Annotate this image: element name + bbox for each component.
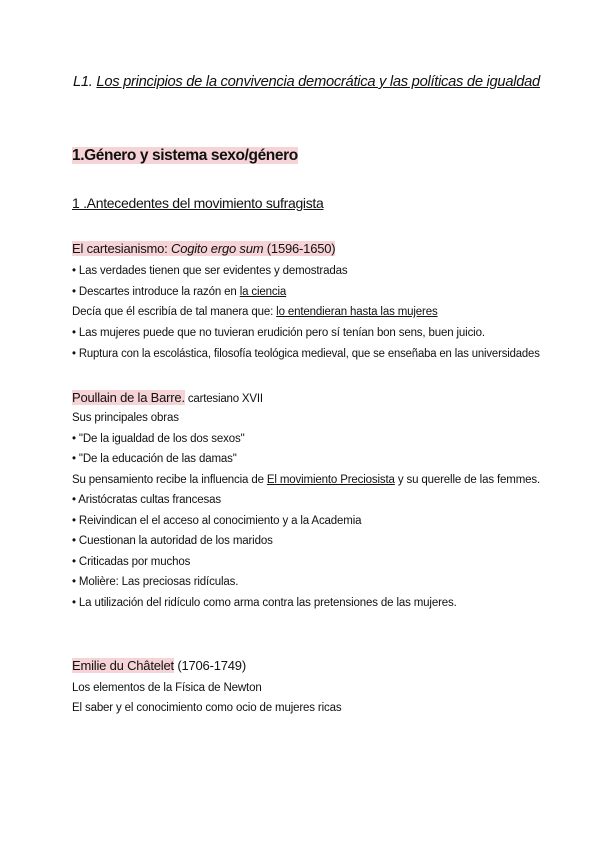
heading-2 [72,195,324,211]
sec3-heading: Emilie du Châtelet [72,658,174,673]
paragraph-text: Su pensamiento recibe la influencia de [72,474,267,486]
document-title [73,73,540,90]
list-item: • La utilización del ridículo como arma contra las pretensiones de las mujeres. [72,597,457,609]
paragraph-underlined: lo entendieran hasta las mujeres [276,306,438,318]
list-item-text: • Descartes introduce la razón en [72,286,240,298]
paragraph-line: Los elementos de la Física de Newton [72,682,262,694]
paragraph-line: El saber y el conocimiento como ocio de mujeres ricas [72,702,342,714]
heading-1-text: 1.Género y sistema sexo/género [72,147,298,164]
sec2-heading-tail: cartesiano XVII [184,393,263,405]
paragraph-line: Sus principales obras [72,412,179,424]
paragraph-text-tail: y su querelle de las femmes. [394,474,541,486]
section-heading-chatelet [72,658,246,673]
list-item: • Las verdades tienen que ser evidentes y demostradas [72,265,348,277]
paragraph-underlined: El movimiento Preciosista [266,474,395,486]
list-item: • Reivindican el el acceso al conocimiento y a la Academia [72,515,362,527]
heading-2-text: 1 .Antecedentes del movimiento sufragista [72,195,324,211]
sec3-heading-tail: (1706-1749) [173,658,246,673]
list-item [72,286,286,298]
list-item: • "De la igualdad de los dos sexos" [72,433,245,445]
sec1-heading-a: El cartesianismo: [72,241,171,256]
list-item: • Criticadas por muchos [72,556,191,568]
list-item: • Cuestionan la autoridad de los maridos [72,535,273,547]
heading-1 [72,147,298,165]
title-prefix: L1. [73,73,97,90]
title-text: Los principios de la convivencia democrática y las políticas de igualdad [96,73,540,90]
list-item: • "De la educación de las damas" [72,453,237,465]
list-item-underlined: la ciencia [239,286,287,298]
list-item: • Ruptura con la escolástica, filosofía teológica medieval, que se enseñaba en las universidades [72,348,540,360]
paragraph-line [72,474,540,486]
sec2-heading: Poullain de la Barre. [72,390,185,405]
section-heading-cartesianismo [72,241,335,256]
paragraph-line [72,306,438,318]
sec1-heading-c: (1596-1650) [263,241,336,256]
sec1-heading-b: Cogito ergo sum [171,241,264,256]
section-heading-poullain [72,390,263,405]
list-item: • Aristócratas cultas francesas [72,494,221,506]
paragraph-text: Decía que él escribía de tal manera que: [72,306,277,318]
list-item: • Molière: Las preciosas ridículas. [72,576,239,588]
list-item: • Las mujeres puede que no tuvieran erudición pero sí tenían bon sens, buen juicio. [72,327,485,339]
